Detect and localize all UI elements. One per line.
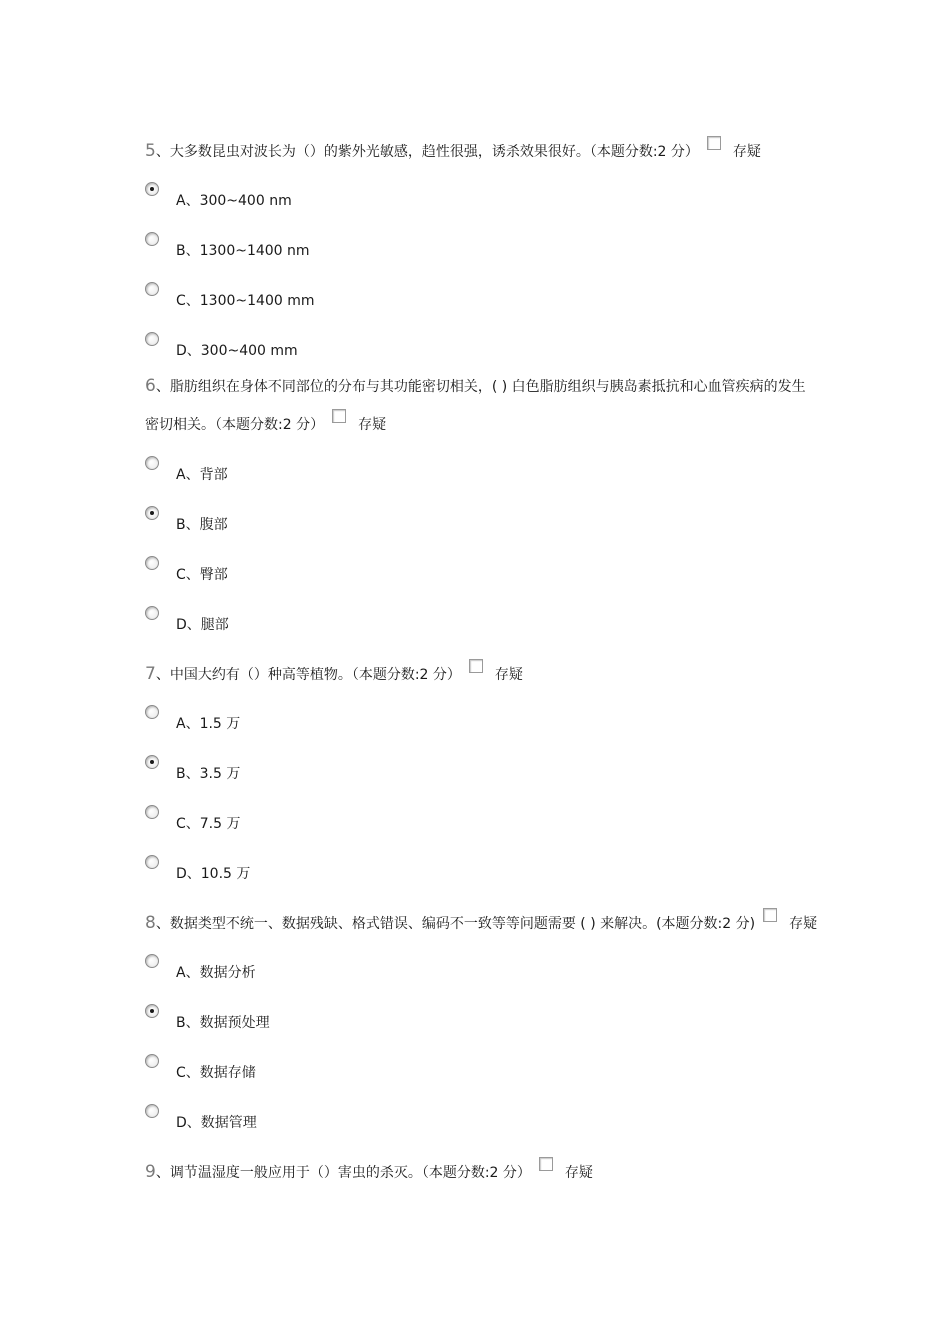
radio-button[interactable] — [145, 805, 159, 819]
radio-button[interactable] — [145, 954, 159, 968]
option-8d[interactable] — [145, 1104, 545, 1134]
question-8 — [145, 913, 817, 934]
option-label: B、1300~1400 nm — [176, 243, 310, 259]
flag-label: 存疑 — [358, 417, 387, 433]
option-8b[interactable] — [145, 1004, 545, 1034]
option-label: D、腿部 — [176, 617, 229, 633]
flag-checkbox[interactable] — [707, 136, 721, 150]
question-number: 7 — [145, 664, 156, 684]
radio-button[interactable] — [145, 232, 159, 246]
radio-button[interactable] — [145, 332, 159, 346]
radio-button[interactable] — [145, 1104, 159, 1118]
radio-button[interactable] — [145, 282, 159, 296]
option-8c[interactable] — [145, 1054, 545, 1084]
question-text: 、数据类型不统一、数据残缺、格式错误、编码不一致等等问题需要 ( ) 来解决。(本题分数:2 分) — [155, 916, 756, 932]
option-label: C、7.5 万 — [176, 816, 241, 832]
radio-button[interactable] — [145, 755, 159, 769]
question-text: 、调节温湿度一般应用于（）害虫的杀灭。（本题分数:2 分） — [155, 1165, 531, 1181]
option-7c[interactable] — [145, 805, 545, 835]
option-5a[interactable] — [145, 182, 545, 212]
question-9 — [145, 1162, 593, 1183]
question-text: 、脂肪组织在身体不同部位的分布与其功能密切相关，( ) 白色脂肪组织与胰岛素抵抗和心血管疾病的发生密切相关。（本题分数:2 分） — [145, 379, 806, 433]
option-label: D、10.5 万 — [176, 866, 251, 882]
option-label: D、数据管理 — [176, 1115, 257, 1131]
option-label: B、3.5 万 — [176, 766, 241, 782]
flag-checkbox[interactable] — [539, 1157, 553, 1171]
flag-checkbox[interactable] — [469, 659, 483, 673]
option-5b[interactable] — [145, 232, 545, 262]
question-number: 5 — [145, 141, 156, 161]
option-6a[interactable] — [145, 456, 545, 486]
option-label: B、数据预处理 — [176, 1015, 270, 1031]
option-label: C、臀部 — [176, 567, 228, 583]
option-6c[interactable] — [145, 556, 545, 586]
option-7b[interactable] — [145, 755, 545, 785]
option-6d[interactable] — [145, 606, 545, 636]
flag-label: 存疑 — [494, 667, 523, 683]
flag-checkbox[interactable] — [332, 409, 346, 423]
option-label: C、数据存储 — [176, 1065, 256, 1081]
question-text: 、大多数昆虫对波长为（）的紫外光敏感，趋性很强，诱杀效果很好。（本题分数:2 分） — [155, 144, 699, 160]
question-number: 6 — [145, 376, 156, 396]
option-8a[interactable] — [145, 954, 545, 984]
option-6b[interactable] — [145, 506, 545, 536]
option-7d[interactable] — [145, 855, 545, 885]
flag-label: 存疑 — [564, 1165, 593, 1181]
question-7 — [145, 664, 523, 685]
question-6 — [145, 367, 815, 444]
question-number: 8 — [145, 913, 156, 933]
flag-label: 存疑 — [789, 916, 818, 932]
flag-label: 存疑 — [732, 144, 761, 160]
radio-button[interactable] — [145, 1004, 159, 1018]
option-label: B、腹部 — [176, 517, 228, 533]
option-label: A、数据分析 — [176, 965, 256, 981]
radio-button[interactable] — [145, 556, 159, 570]
option-label: A、300~400 nm — [176, 193, 292, 209]
radio-button[interactable] — [145, 506, 159, 520]
radio-button[interactable] — [145, 705, 159, 719]
option-label: C、1300~1400 mm — [176, 293, 315, 309]
radio-button[interactable] — [145, 182, 159, 196]
question-5 — [145, 141, 761, 162]
radio-button[interactable] — [145, 855, 159, 869]
radio-button[interactable] — [145, 606, 159, 620]
radio-button[interactable] — [145, 456, 159, 470]
option-7a[interactable] — [145, 705, 545, 735]
option-label: A、背部 — [176, 467, 228, 483]
option-5c[interactable] — [145, 282, 545, 312]
option-5d[interactable] — [145, 332, 545, 362]
option-label: A、1.5 万 — [176, 716, 241, 732]
flag-checkbox[interactable] — [763, 908, 777, 922]
question-number: 9 — [145, 1162, 156, 1182]
radio-button[interactable] — [145, 1054, 159, 1068]
question-text: 、中国大约有（）种高等植物。（本题分数:2 分） — [155, 667, 461, 683]
option-label: D、300~400 mm — [176, 343, 298, 359]
